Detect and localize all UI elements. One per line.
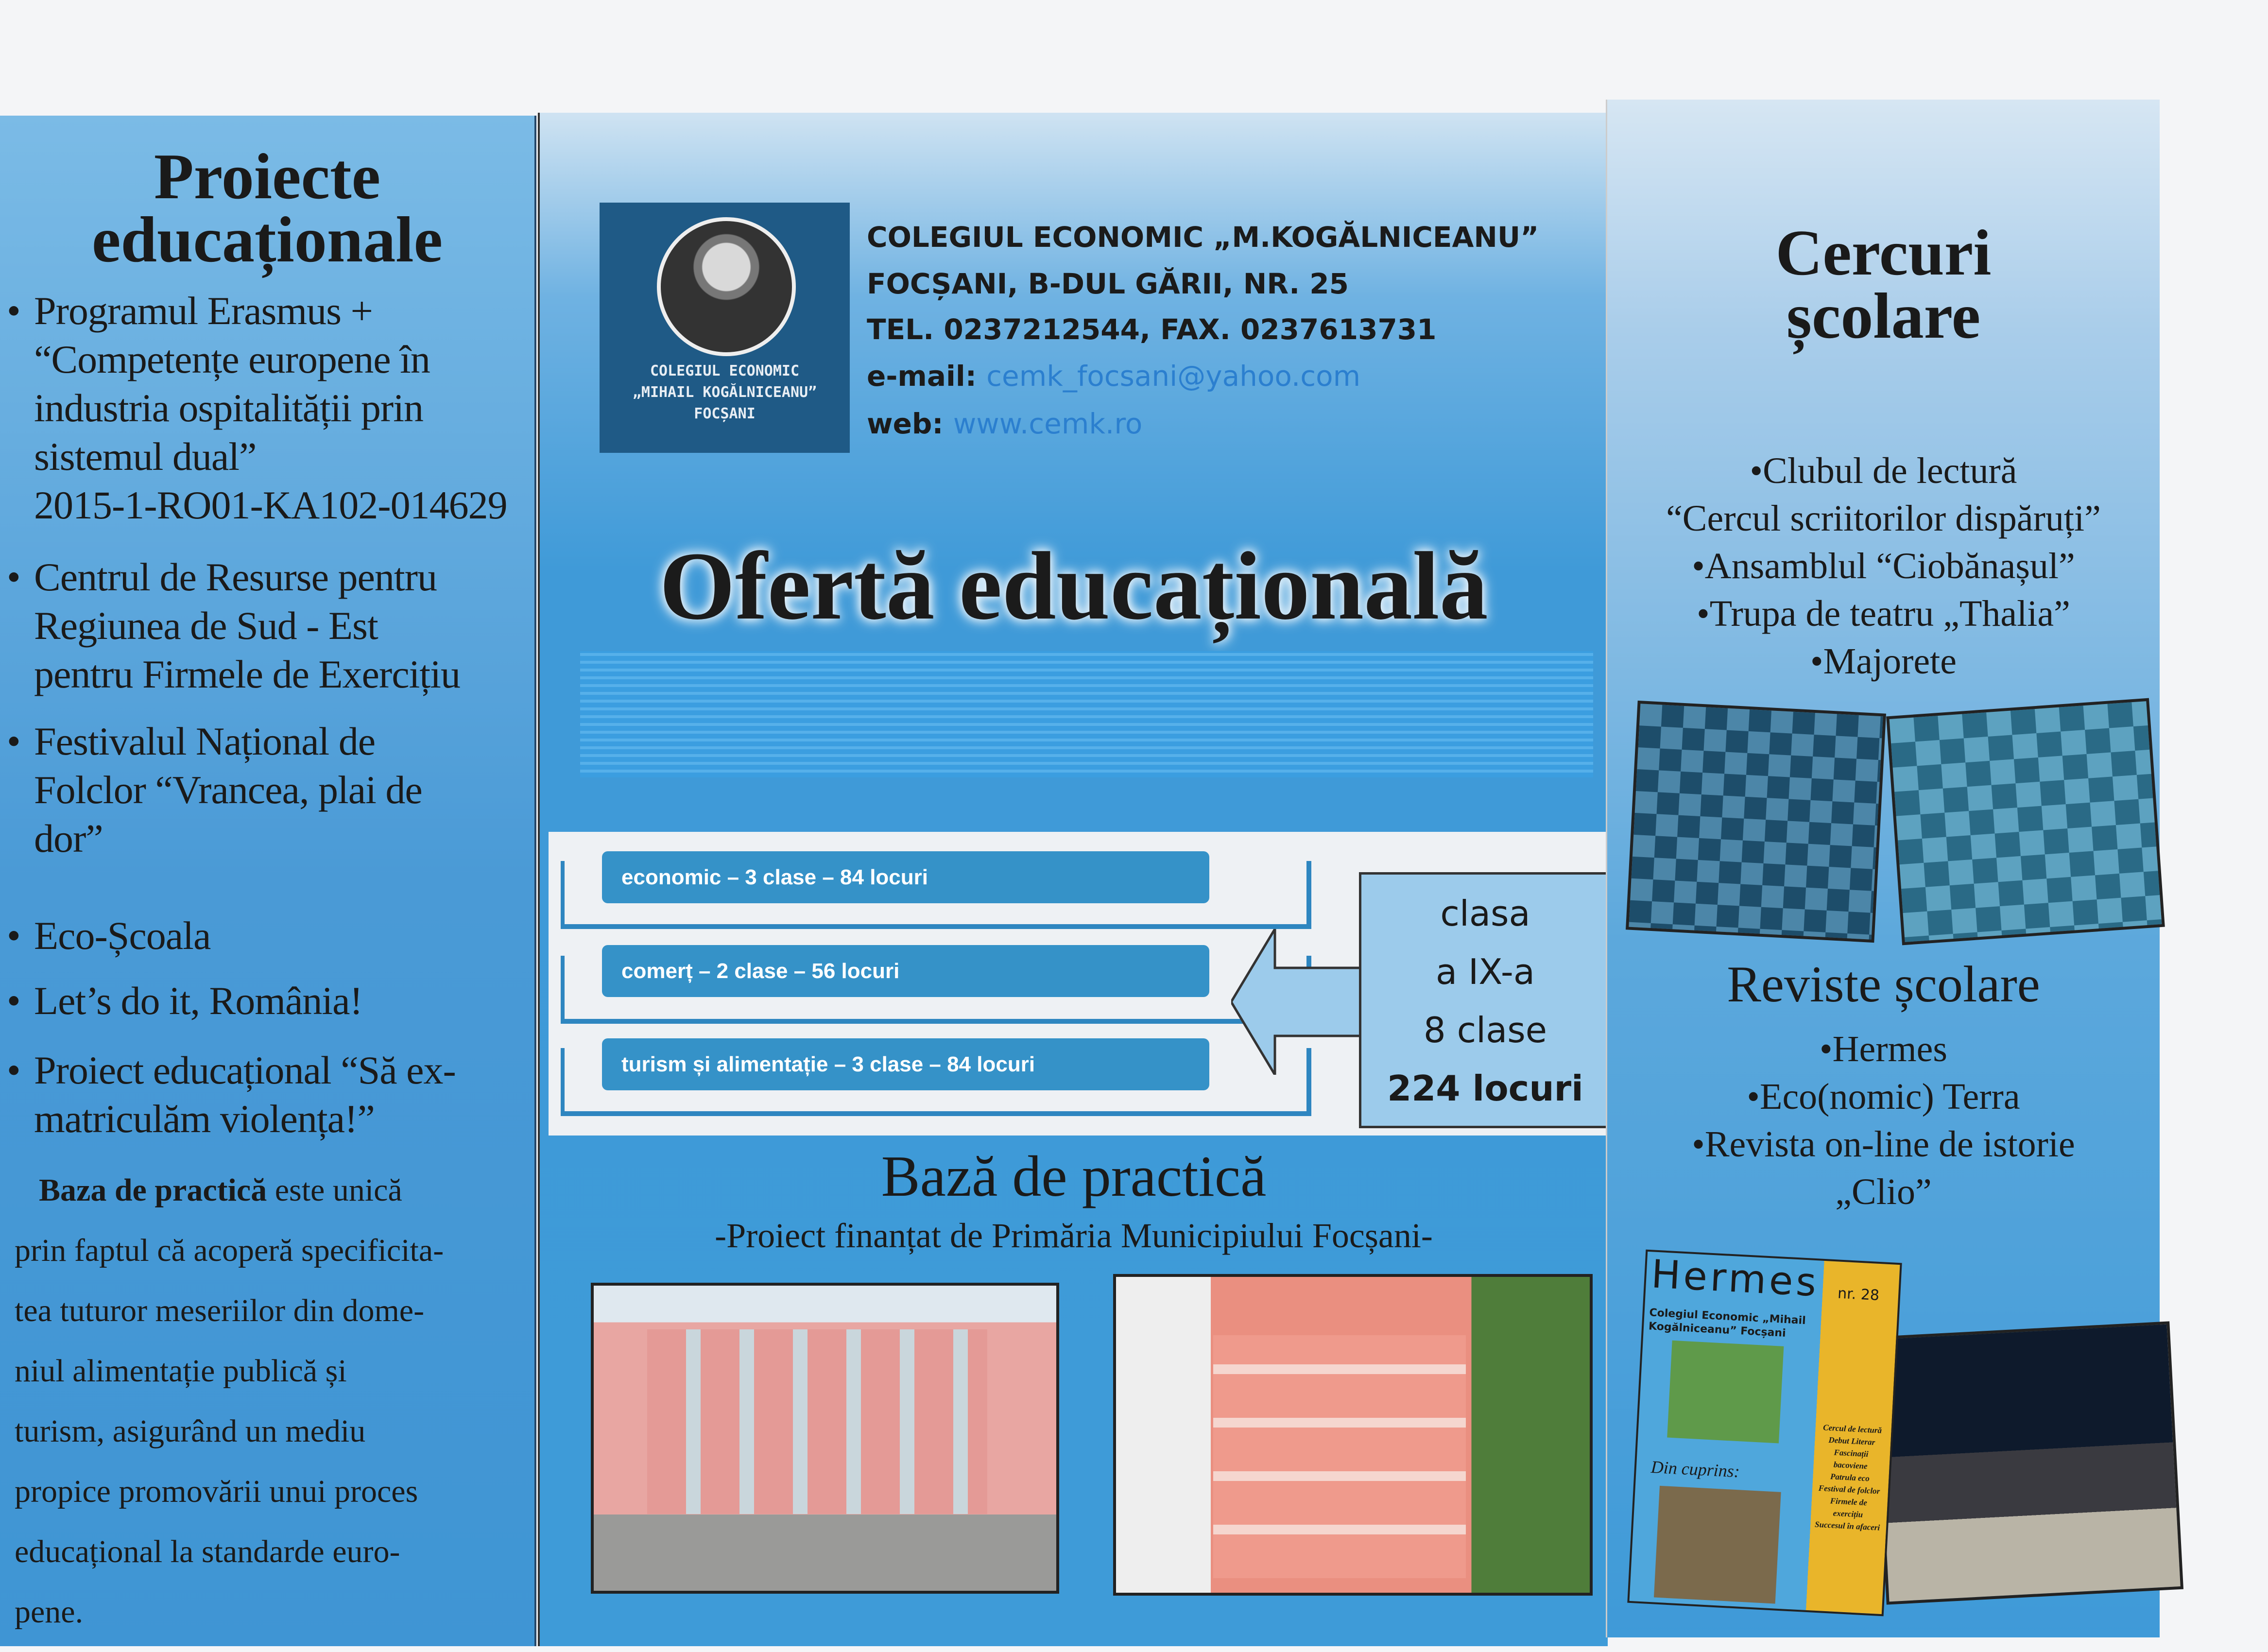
project-item-erasmus (10, 287, 525, 530)
circles-list (1607, 447, 2160, 685)
cover-item: Firmele de (1830, 1496, 1868, 1508)
circle-item: •Clubul de lectură (1750, 450, 2017, 491)
project-line: • Centrul de Resurse pentru (34, 555, 437, 599)
project-line: industria ospitalității prin (34, 386, 424, 430)
project-line: • Let’s do it, România! (34, 979, 362, 1023)
cover-title: Hermes (1650, 1251, 1821, 1306)
club-board-photo (1626, 701, 1886, 943)
title-line: Proiecte (154, 140, 381, 212)
cover-item: Patrula eco (1830, 1472, 1870, 1483)
school-name: COLEGIUL ECONOMIC „M.KOGĂLNICEANU” (867, 221, 1539, 254)
building-photo (591, 1283, 1059, 1594)
logo-text: „MIHAIL KOGĂLNICEANU” (632, 384, 817, 401)
club-board-photo (1886, 698, 2165, 946)
left-panel-projects (0, 116, 536, 1646)
project-line: Regiunea de Sud - Est (34, 603, 378, 648)
cover-item: bacoviene (1833, 1460, 1868, 1471)
circles-title (1607, 217, 2160, 352)
title-line: educaționale (91, 204, 443, 275)
email-link[interactable]: cemk_focsani@yahoo.com (986, 360, 1361, 393)
offer-commerce: comerț – 2 clase – 56 locuri (602, 945, 1209, 997)
paragraph-line: niul alimentație publică și (15, 1353, 347, 1389)
circle-item: “Cercul scriitorilor dispăruți” (1666, 498, 2101, 539)
magazine-item: •Revista on-line de istorie (1692, 1124, 2075, 1165)
paragraph-line: tea tuturor meseriilor din dome- (15, 1293, 425, 1328)
cover-item: Debut Literar (1828, 1435, 1875, 1447)
cover-item: Festival de folclor (1818, 1483, 1880, 1496)
stage-photo (1873, 1321, 2183, 1604)
cover-contents-label: Din cuprins: (1650, 1457, 1740, 1481)
practice-base-paragraph (15, 1160, 530, 1642)
cover-school: Colegiul Economic „Mihail Kogălniceanu” Focșani (1648, 1307, 1806, 1340)
circle-item: •Majorete (1810, 641, 1957, 682)
project-item-violence (10, 1046, 525, 1143)
project-line: pentru Firmele de Exercițiu (34, 652, 460, 696)
summary-line: a IX-a (1435, 951, 1535, 992)
school-address: FOCȘANI, B-DUL GĂRII, NR. 25 (867, 267, 1349, 300)
right-panel-circles (1606, 100, 2160, 1637)
summary-line: 224 locuri (1387, 1068, 1583, 1109)
project-line: 2015-1-RO01-KA102-014629 (34, 483, 507, 527)
web-link[interactable]: www.cemk.ro (953, 407, 1143, 440)
offer-title: Ofertă educațională (659, 533, 1488, 640)
decorative-band (580, 651, 1593, 777)
paragraph-line: propice promovării unui proces (15, 1474, 418, 1509)
project-item-lets-do-it (10, 977, 525, 1025)
magazines-list (1607, 1025, 2160, 1216)
project-line: matriculăm violența!” (34, 1097, 375, 1141)
offer-economic: economic – 3 clase – 84 locuri (602, 851, 1209, 903)
cover-item: Fascinații (1834, 1447, 1869, 1459)
practice-subtitle: -Proiect finanțat de Primăria Municipiului Focșani- (715, 1216, 1433, 1255)
project-item-resource-center (10, 553, 525, 699)
middle-panel-offer (538, 113, 1608, 1646)
web-label: web: (867, 407, 944, 440)
paragraph-line: prin faptul că acoperă specificita- (15, 1233, 444, 1268)
offer-diagram (549, 832, 1615, 1136)
cover-item: Cercul de lectură (1822, 1423, 1882, 1435)
paragraph-line: este unică (267, 1172, 402, 1208)
paragraph-line: pene. (15, 1594, 84, 1630)
arrow-left-icon (1231, 929, 1372, 1075)
portrait-icon (657, 217, 796, 356)
title-line: Cercuri (1775, 217, 1992, 289)
summary-line: clasa (1440, 893, 1530, 934)
school-logo (600, 203, 850, 453)
cover-item: Succesul în afaceri (1814, 1519, 1880, 1532)
project-line: • Festivalul Național de (34, 719, 376, 763)
project-line: Folclor “Vrancea, plai de (34, 768, 422, 812)
paragraph-line: turism, asigurând un mediu (15, 1413, 366, 1449)
magazine-item: „Clio” (1835, 1171, 1932, 1212)
project-item-folk-festival (10, 717, 525, 863)
hermes-magazine-cover (1627, 1250, 1902, 1617)
cover-issue: nr. 28 (1837, 1285, 1880, 1304)
title-line: școlare (1786, 280, 1981, 352)
project-line: sistemul dual” (34, 434, 257, 479)
logo-text: COLEGIUL ECONOMIC (650, 362, 800, 379)
magazine-item: •Hermes (1820, 1029, 1947, 1069)
project-line: dor” (34, 816, 103, 860)
circle-item: •Trupa de teatru „Thalia” (1697, 593, 2070, 634)
project-line: • Proiect educațional “Să ex- (34, 1048, 456, 1092)
paragraph-bold: Baza de practică (39, 1172, 267, 1208)
project-item-eco-school (10, 912, 525, 960)
paragraph-line: educațional la standarde euro- (15, 1534, 400, 1569)
cover-item: exercițiu (1833, 1508, 1863, 1519)
project-line: “Competențe europene în (34, 337, 430, 381)
magazine-item: •Eco(nomic) Terra (1747, 1076, 2020, 1117)
project-line: • Programul Erasmus + (34, 289, 373, 333)
email-label: e-mail: (867, 360, 977, 393)
practice-title: Bază de practică (881, 1144, 1267, 1208)
offer-tourism: turism și alimentație – 3 clase – 84 locuri (602, 1038, 1209, 1090)
project-line: • Eco-Școala (34, 913, 211, 958)
projects-title (0, 140, 534, 275)
circle-item: •Ansamblul “Ciobănașul” (1692, 546, 2075, 586)
magazines-title: Reviste școlare (1727, 956, 2040, 1013)
cover-contents (1808, 1421, 1892, 1534)
class-summary-box (1359, 872, 1612, 1128)
logo-text: FOCȘANI (694, 405, 756, 422)
building-photo (1113, 1274, 1593, 1596)
school-phone: TEL. 0237212544, FAX. 0237613731 (867, 313, 1437, 346)
summary-line: 8 clase (1423, 1010, 1547, 1050)
